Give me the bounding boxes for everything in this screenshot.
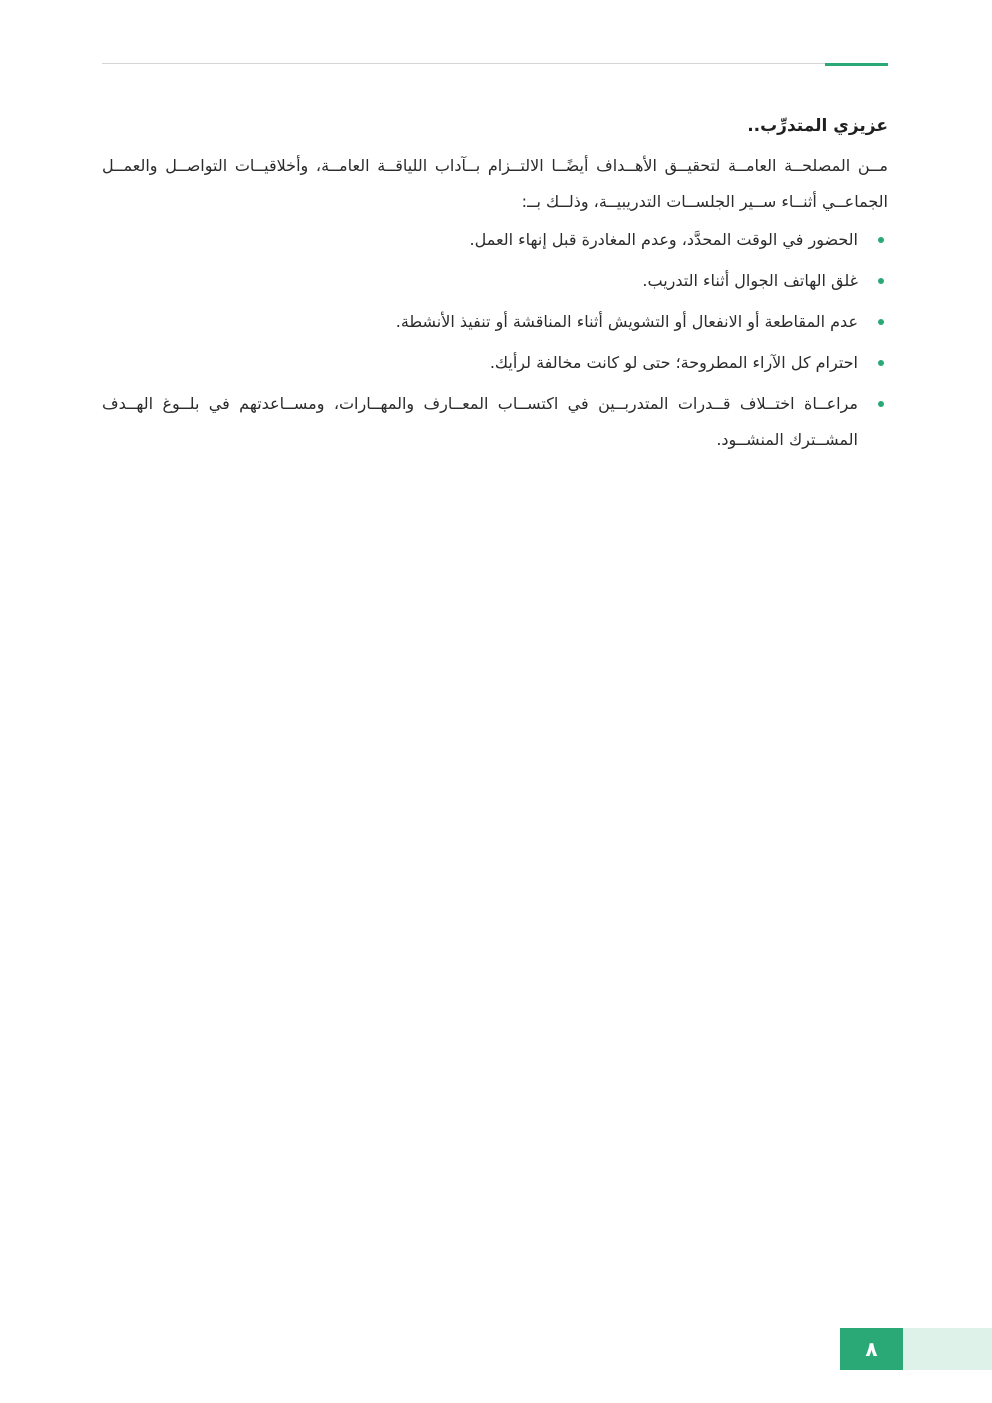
bullet-dot-icon [878, 401, 884, 407]
list-item-text: الحضور في الوقت المحدَّد، وعدم المغادرة قبل إنهاء العمل. [469, 230, 858, 249]
page-number: ٨ [840, 1328, 903, 1370]
list-item [102, 386, 888, 458]
footer-band [903, 1328, 992, 1370]
bullet-dot-icon [878, 319, 884, 325]
bullet-dot-icon [878, 237, 884, 243]
rules-list [102, 222, 888, 458]
list-item [102, 304, 888, 340]
header-rule [102, 63, 888, 64]
header-accent-bar [825, 63, 888, 66]
list-item-text: احترام كل الآراء المطروحة؛ حتى لو كانت مخالفة لرأيك. [489, 353, 858, 372]
list-item [102, 263, 888, 299]
list-item-text: مراعــاة اختــلاف قــدرات المتدربــين في اكتســاب المعــارف والمهــارات، ومســاعدتهم في بلــوغ الهــدف المشــترك المنشــود. [102, 394, 858, 449]
intro-paragraph: مــن المصلحــة العامــة لتحقيــق الأهــداف أيضًــا الالتــزام بــآداب اللياقــة العامــة، وأخلاقيــات التواصــل والعمــل الجماعــي أثنــاء ســير الجلســات التدريبيــة، وذلــك بــ: [102, 156, 888, 211]
list-item [102, 222, 888, 258]
list-item [102, 345, 888, 381]
list-item-text: غلق الهاتف الجوال أثناء التدريب. [642, 271, 858, 290]
page-content [102, 108, 888, 463]
greeting-heading: عزيزي المتدرِّب.. [747, 116, 888, 136]
bullet-dot-icon [878, 278, 884, 284]
bullet-dot-icon [878, 360, 884, 366]
list-item-text: عدم المقاطعة أو الانفعال أو التشويش أثناء المناقشة أو تنفيذ الأنشطة. [395, 312, 858, 331]
